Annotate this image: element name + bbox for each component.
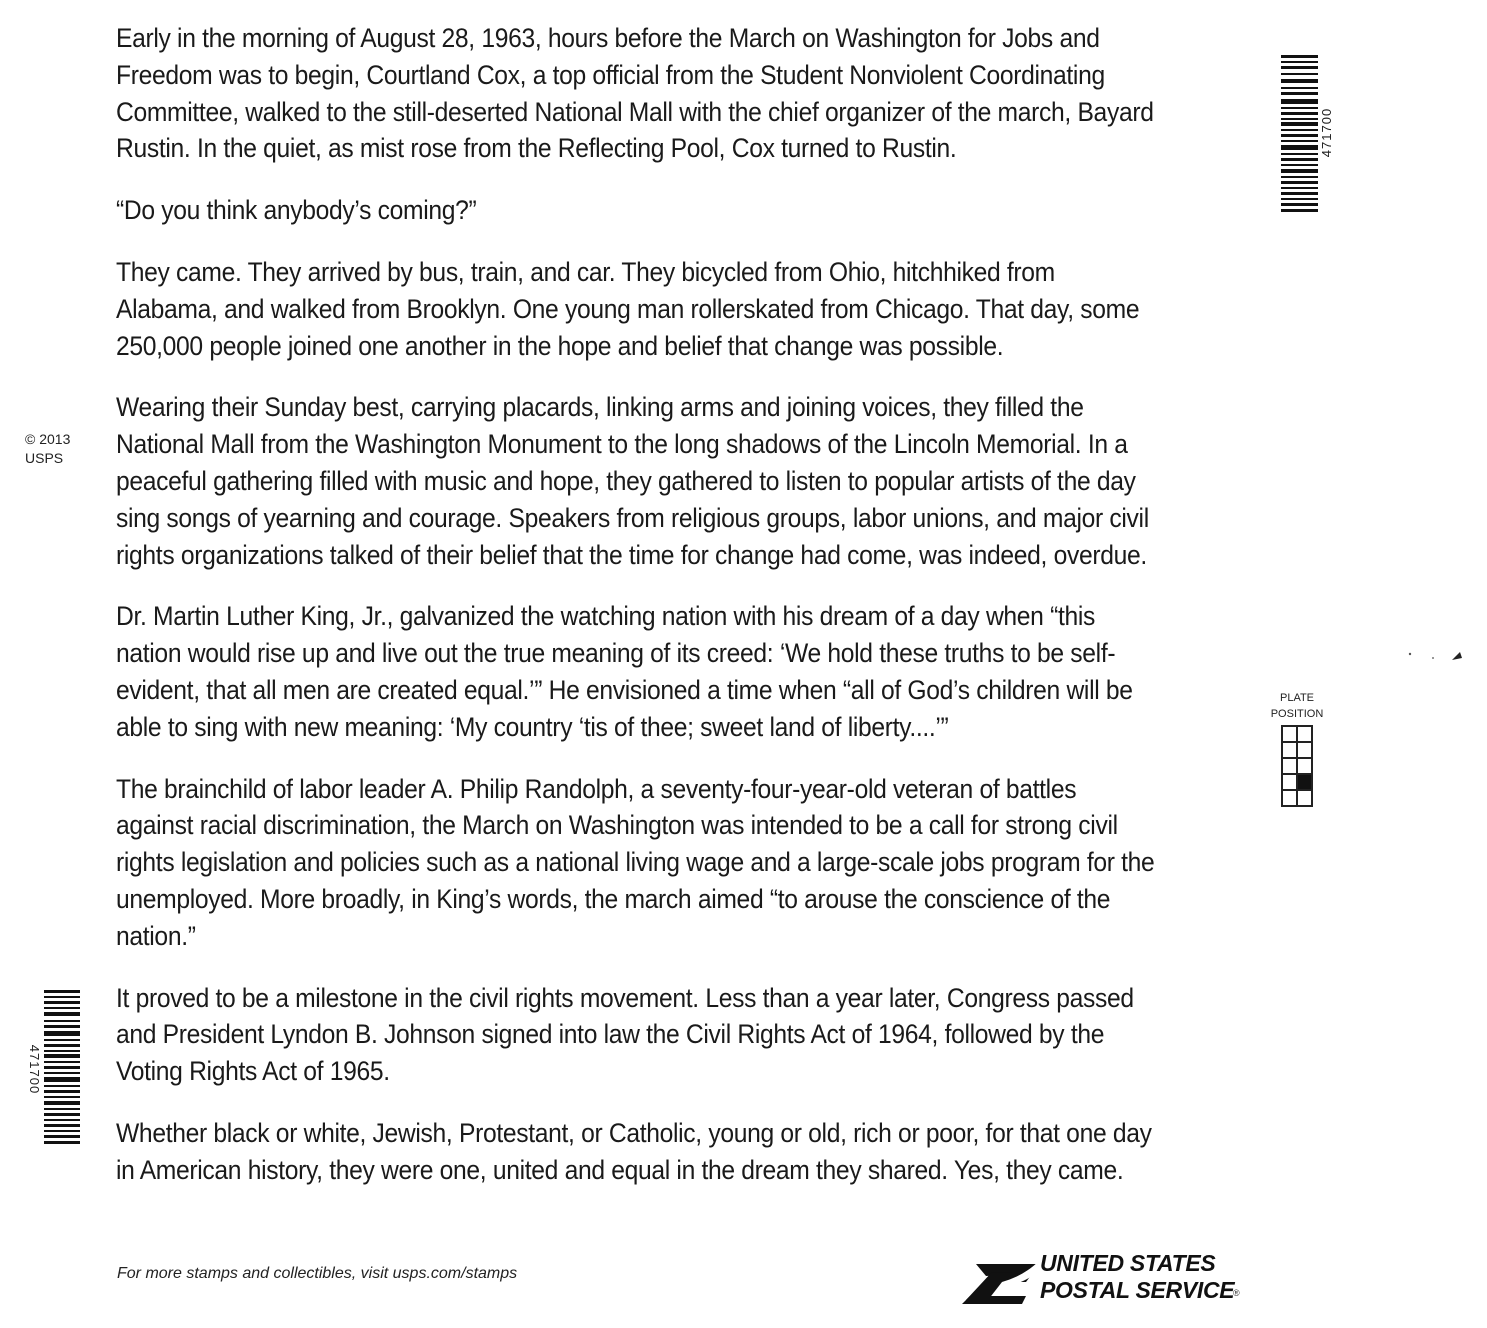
barcode-left-number: 471700: [27, 1044, 43, 1095]
paragraph-7: It proved to be a milestone in the civil rights movement. Less than a year later, Congress passed and President Lyndon B. Johnson signed into law the Civil Rights Act of 1964, followed by the Voting Rights Act of 1965.: [116, 982, 1134, 1087]
copyright-year: © 2013: [25, 431, 71, 447]
plate-grid-cell: [1297, 726, 1312, 742]
plate-position-grid: [1281, 725, 1313, 807]
paragraph-4: Wearing their Sunday best, carrying placards, linking arms and joining voices, they filled the National Mall from the Washington Monument to the long shadows of the Lincoln Memorial. In a peaceful gathering filled with music and hope, they gathered to listen to popular artists of the day sing songs of yearning and courage. Speakers from religious groups, labor unions, and major civil rights organizations talked of their belief that the time for change had come, was indeed, overdue.: [116, 392, 1149, 570]
plate-position-label: PLATE POSITION: [1270, 692, 1324, 720]
paragraph-3: They came. They arrived by bus, train, and car. They bicycled from Ohio, hitchhiked from Alabama, and walked from Brooklyn. One young man rollerskated from Chicago. That day, some 250,000 people joined one another in the hope and belief that change was possible.: [116, 256, 1140, 361]
registered-mark: ®: [1233, 1288, 1240, 1298]
footer-note: For more stamps and collectibles, visit usps.com/stamps: [117, 1265, 518, 1282]
plate-grid-cell: [1297, 758, 1312, 774]
plate-grid-cell: [1297, 774, 1312, 790]
plate-grid-cell: [1282, 758, 1297, 774]
usps-logo-line2: POSTAL SERVICE: [1040, 1277, 1235, 1303]
barcode-top-number: 471700: [1319, 107, 1335, 158]
copyright-owner: USPS: [25, 450, 64, 466]
usps-logo-line1: UNITED STATES: [1040, 1250, 1216, 1276]
paragraph-2: “Do you think anybody’s coming?”: [116, 195, 477, 226]
plate-grid-cell: [1282, 790, 1297, 806]
paragraph-1: Early in the morning of August 28, 1963, hours before the March on Washington for Jobs and Freedom was to begin, Courtland Cox, a top official from the Student Nonviolent Coordinating Committee, walked to the still-deserted National Mall with the chief organizer of the march, Bayard Rustin. In the quiet, as mist rose from the Reflecting Pool, Cox turned to Rustin.: [116, 23, 1154, 164]
scan-specks: [1400, 640, 1470, 670]
paragraph-5: Dr. Martin Luther King, Jr., galvanized the watching nation with his dream of a day when “this nation would rise up and live out the true meaning of its creed: ‘We hold these truths to be self-evident, that all men are created equal.’” He envisioned a time when “all of God’s children will be able to sing with new meaning: ‘My country ‘tis of thee; sweet land of liberty....’”: [116, 601, 1133, 742]
plate-grid-cell: [1297, 742, 1312, 758]
paragraph-8: Whether black or white, Jewish, Protestant, or Catholic, young or old, rich or poor, for that one day in American history, they were one, united and equal in the dream they shared. Yes, they came.: [116, 1117, 1152, 1185]
paragraph-6: The brainchild of labor leader A. Philip Randolph, a seventy-four-year-old veteran of battles against racial discrimination, the March on Washington was intended to be a call for strong civil rights legislation and policies such as a national living wage and a large-scale jobs program for the unemployed. More broadly, in King’s words, the march aimed “to arouse the conscience of the nation.”: [116, 773, 1155, 951]
plate-grid-cell: [1282, 726, 1297, 742]
barcode-top-right: [1281, 55, 1321, 215]
plate-grid-cell: [1282, 742, 1297, 758]
article-body: [116, 20, 1158, 1214]
barcode-left: [44, 990, 84, 1150]
plate-grid-cell: [1282, 774, 1297, 790]
copyright-notice: [25, 430, 70, 468]
plate-grid-cell: [1297, 790, 1312, 806]
